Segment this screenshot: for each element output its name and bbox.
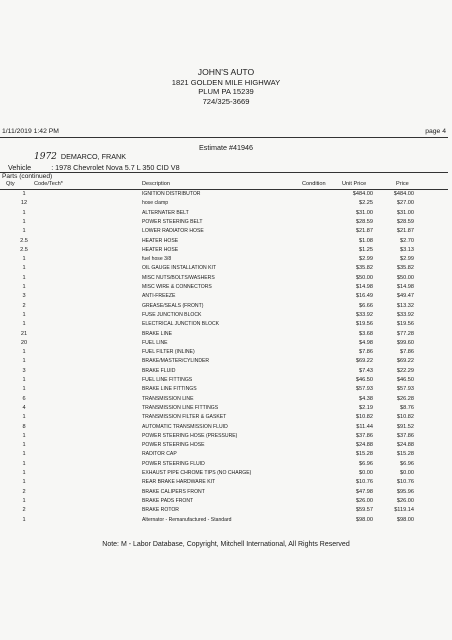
- table-row: [0, 339, 452, 348]
- table-row: [0, 209, 452, 218]
- row-description: fuel hose 3/8: [142, 256, 172, 263]
- row-price: $27.00: [396, 200, 414, 207]
- row-description: Alternator - Remanufactured - Standard: [142, 516, 232, 523]
- row-unit-price: $46.50: [355, 377, 373, 383]
- row-description: BRAKE/MASTER/CYLINDER: [142, 358, 210, 365]
- col-description: Description: [142, 181, 170, 187]
- row-unit-price: $11.44: [356, 423, 373, 430]
- copyright-note: Note: M - Labor Database, Copyright, Mitchell International, All Rights Reserved: [102, 541, 350, 548]
- row-price: $21.87: [396, 228, 414, 235]
- table-row: [0, 441, 452, 450]
- table-row: [0, 320, 452, 329]
- row-price: $24.88: [396, 442, 414, 449]
- row-description: REAR BRAKE HARDWARE KIT: [142, 479, 216, 486]
- row-price: $98.00: [396, 516, 414, 523]
- handwritten-year: 1972: [34, 152, 57, 162]
- row-price: $91.52: [396, 423, 414, 430]
- row-description: ANTI-FREEZE: [142, 293, 176, 300]
- row-qty: 1: [22, 470, 26, 476]
- table-row: [0, 423, 452, 432]
- row-qty: 21: [20, 330, 28, 337]
- row-qty: 3: [22, 367, 26, 374]
- row-unit-price: $15.28: [355, 451, 373, 458]
- row-description: TRANSMISSION LINE FITTINGS: [142, 404, 219, 411]
- table-row: [0, 330, 452, 339]
- row-description: IGNITION DISTRIBUTOR: [142, 191, 201, 197]
- table-row: [0, 190, 452, 199]
- row-qty: 4: [22, 404, 26, 411]
- table-row: [0, 497, 452, 506]
- row-description: POWER STEERING HOSE: [142, 442, 205, 449]
- row-description: EXHAUST PIPE CHROME TIPS (NO CHARGE): [142, 470, 252, 476]
- row-price: $0.00: [400, 470, 414, 476]
- row-price: $484.00: [393, 191, 414, 197]
- row-unit-price: $484.00: [352, 191, 373, 197]
- row-unit-price: $0.00: [359, 470, 373, 476]
- row-description: MISC NUTS/BOLTS/WASHERS: [142, 274, 215, 281]
- row-description: OIL GAUGE INSTALLATION KIT: [142, 265, 217, 272]
- row-qty: 1: [22, 284, 26, 290]
- row-price: $10.82: [396, 414, 414, 421]
- row-qty: 1: [22, 386, 26, 393]
- row-qty: 1: [22, 311, 26, 318]
- row-qty: 3: [22, 293, 26, 300]
- row-unit-price: $33.92: [355, 311, 373, 318]
- row-unit-price: $7.86: [359, 349, 373, 356]
- row-price: $33.92: [396, 311, 414, 318]
- row-qty: 1: [22, 497, 26, 504]
- row-price: $13.32: [396, 302, 414, 309]
- row-price: $50.00: [396, 274, 414, 281]
- row-description: MISC WIRE & CONNECTORS: [142, 284, 212, 290]
- row-description: GREASE/SEALS (FRONT): [142, 302, 204, 309]
- row-unit-price: $57.93: [355, 386, 373, 393]
- row-unit-price: $98.00: [355, 516, 373, 523]
- row-description: BRAKE ROTOR: [142, 507, 179, 514]
- row-price: $49.47: [396, 293, 414, 300]
- table-row: [0, 450, 452, 459]
- table-row: [0, 460, 452, 469]
- row-qty: 1: [22, 451, 26, 458]
- row-description: LOWER RADIATOR HOSE: [142, 228, 204, 235]
- row-price: $3.13: [400, 246, 414, 253]
- vehicle-line: [8, 163, 180, 172]
- col-code: Code/Tech*: [34, 181, 63, 187]
- table-row: [0, 227, 452, 236]
- col-qty: Qty: [6, 181, 15, 187]
- table-row: [0, 357, 452, 366]
- row-price: $8.76: [400, 404, 414, 411]
- row-qty: 1: [22, 218, 26, 225]
- row-price: $77.28: [396, 330, 414, 337]
- table-row: [0, 292, 452, 301]
- table-row: [0, 199, 452, 208]
- row-unit-price: $2.19: [359, 404, 373, 411]
- row-qty: 1: [22, 377, 26, 383]
- table-row: [0, 302, 452, 311]
- page-number: page 4: [425, 128, 446, 135]
- row-price: $46.50: [396, 377, 414, 383]
- table-row: [0, 311, 452, 320]
- row-unit-price: $10.82: [355, 414, 373, 421]
- row-description: BRAKE CALIPERS FRONT: [142, 488, 205, 495]
- section-title: Parts (continued): [2, 173, 53, 180]
- table-row: [0, 264, 452, 273]
- row-unit-price: $16.49: [355, 293, 373, 300]
- row-qty: 1: [22, 460, 26, 467]
- row-unit-price: $37.86: [355, 432, 373, 439]
- row-qty: 8: [22, 423, 26, 430]
- col-unit-price: Unit Price: [342, 181, 367, 187]
- row-price: $22.29: [396, 367, 414, 374]
- table-row: [0, 218, 452, 227]
- row-description: AUTOMATIC TRANSMISSION FLUID: [142, 423, 228, 430]
- row-qty: 1: [22, 274, 26, 281]
- row-price: $99.60: [396, 339, 414, 346]
- row-unit-price: $47.98: [355, 488, 373, 495]
- vehicle-label: Vehicle: [8, 163, 32, 172]
- row-qty: 1: [22, 432, 26, 439]
- shop-address: 1821 GOLDEN MILE HIGHWAY: [171, 77, 281, 87]
- row-description: ELECTRICAL JUNCTION BLOCK: [142, 321, 220, 328]
- row-qty: 2: [22, 507, 26, 514]
- row-qty: 1: [22, 321, 26, 328]
- row-unit-price: $59.57: [355, 507, 373, 514]
- row-description: HEATER HOSE: [142, 246, 179, 253]
- row-price: $57.93: [396, 386, 414, 393]
- row-unit-price: $31.00: [355, 209, 373, 216]
- shop-city: PLUM PA 15239: [198, 87, 254, 96]
- row-qty: 12: [20, 200, 28, 207]
- row-description: ALTERNATER BELT: [142, 209, 189, 216]
- table-row: [0, 348, 452, 357]
- row-qty: 1: [22, 191, 26, 197]
- row-description: FUSE JUNCTION BLOCK: [142, 311, 202, 318]
- row-unit-price: $26.00: [355, 497, 373, 504]
- customer-name: DEMARCO, FRANK: [60, 152, 126, 161]
- table-row: [0, 506, 452, 515]
- row-qty: 1: [22, 256, 26, 263]
- row-unit-price: $35.82: [355, 265, 373, 272]
- row-qty: 1: [22, 265, 26, 272]
- row-price: $26.28: [396, 395, 414, 402]
- row-qty: 1: [22, 442, 26, 449]
- row-description: BRAKE PADS FRONT: [142, 497, 194, 504]
- col-price: Price: [396, 181, 409, 187]
- table-row: [0, 246, 452, 255]
- row-description: FUEL FILTER (INLINE): [142, 349, 195, 356]
- row-price: $15.28: [396, 451, 414, 458]
- row-price: $7.86: [400, 349, 414, 356]
- row-description: POWER STEERING BELT: [142, 218, 203, 225]
- row-qty: 2: [22, 488, 26, 495]
- row-unit-price: $14.98: [355, 284, 373, 290]
- row-qty: 2.5: [20, 237, 28, 244]
- row-description: BRAKE LINE: [142, 330, 173, 337]
- row-unit-price: $3.68: [359, 330, 373, 337]
- print-datetime: 1/11/2019 1:42 PM: [2, 128, 59, 135]
- row-description: POWER STEERING FLUID: [142, 460, 205, 467]
- table-row: [0, 395, 452, 404]
- vehicle-value: : 1978 Chevrolet Nova 5.7 L 350 CID V8: [51, 163, 180, 172]
- row-qty: 1: [22, 516, 26, 523]
- table-row: [0, 255, 452, 264]
- row-qty: 2: [22, 302, 26, 309]
- row-unit-price: $2.99: [359, 256, 373, 263]
- table-row: [0, 478, 452, 487]
- row-qty: 20: [20, 339, 28, 346]
- row-qty: 2.5: [20, 246, 28, 253]
- row-qty: 6: [22, 395, 26, 402]
- row-unit-price: $4.38: [359, 395, 373, 402]
- header-divider: [0, 137, 448, 138]
- row-price: $69.22: [396, 358, 414, 365]
- row-unit-price: $1.08: [359, 237, 373, 244]
- row-unit-price: $69.22: [355, 358, 373, 365]
- row-price: $119.14: [394, 507, 414, 514]
- row-price: $35.82: [396, 265, 414, 272]
- row-qty: 1: [22, 414, 26, 421]
- table-row: [0, 237, 452, 246]
- shop-header: [0, 68, 452, 106]
- row-description: FUEL LINE FITTINGS: [142, 377, 193, 383]
- table-row: [0, 432, 452, 441]
- row-qty: 1: [22, 228, 26, 235]
- parts-divider: [0, 172, 448, 173]
- table-row: [0, 488, 452, 497]
- row-unit-price: $1.25: [359, 246, 373, 253]
- table-row: [0, 274, 452, 283]
- row-qty: 1: [22, 209, 26, 216]
- row-description: FUEL LINE: [142, 339, 168, 346]
- estimate-number: Estimate #41946: [199, 143, 253, 152]
- row-qty: 1: [22, 358, 26, 365]
- shop-phone: 724/325-3669: [202, 96, 250, 106]
- row-price: $26.00: [396, 497, 414, 504]
- row-unit-price: $2.25: [359, 200, 373, 207]
- row-description: RADITOR CAP: [142, 451, 177, 458]
- table-row: [0, 367, 452, 376]
- row-description: hose clamp: [142, 200, 169, 207]
- row-price: $37.86: [396, 432, 414, 439]
- table-row: [0, 413, 452, 422]
- col-condition: Condition: [302, 181, 326, 187]
- row-unit-price: $7.43: [359, 367, 373, 374]
- row-price: $10.76: [396, 479, 414, 486]
- row-price: $2.99: [400, 256, 414, 263]
- row-unit-price: $6.96: [359, 460, 373, 467]
- table-row: [0, 376, 452, 385]
- row-unit-price: $19.56: [355, 321, 373, 328]
- customer-line: [34, 152, 126, 162]
- row-qty: 1: [22, 349, 26, 356]
- row-unit-price: $6.66: [359, 302, 373, 309]
- row-unit-price: $50.00: [355, 274, 373, 281]
- row-price: $14.98: [396, 284, 414, 290]
- row-unit-price: $28.59: [355, 218, 373, 225]
- row-price: $95.96: [396, 488, 414, 495]
- table-row: [0, 404, 452, 413]
- table-row: [0, 469, 452, 478]
- row-description: BRAKE LINE FITTINGS: [142, 386, 197, 393]
- table-row: [0, 385, 452, 394]
- row-qty: 1: [22, 479, 26, 486]
- row-description: HEATER HOSE: [142, 237, 179, 244]
- shop-name: JOHN'S AUTO: [197, 67, 255, 77]
- row-description: TRANSMISSION LINE: [142, 395, 194, 402]
- row-unit-price: $4.98: [359, 339, 373, 346]
- row-description: POWER STEERING HOSE (PRESSURE): [142, 432, 238, 439]
- table-row: [0, 283, 452, 292]
- row-price: $28.59: [396, 218, 414, 225]
- row-unit-price: $21.87: [355, 228, 373, 235]
- table-row: [0, 516, 452, 525]
- row-price: $19.56: [396, 321, 414, 328]
- row-unit-price: $10.76: [355, 479, 373, 486]
- row-price: $6.96: [400, 460, 414, 467]
- row-price: $2.70: [400, 237, 414, 244]
- row-description: BRAKE FLUID: [142, 367, 176, 374]
- row-description: TRANSMISSION FILTER & GASKET: [142, 414, 227, 421]
- date-line: [2, 128, 448, 135]
- row-unit-price: $24.88: [355, 442, 373, 449]
- row-price: $31.00: [396, 209, 414, 216]
